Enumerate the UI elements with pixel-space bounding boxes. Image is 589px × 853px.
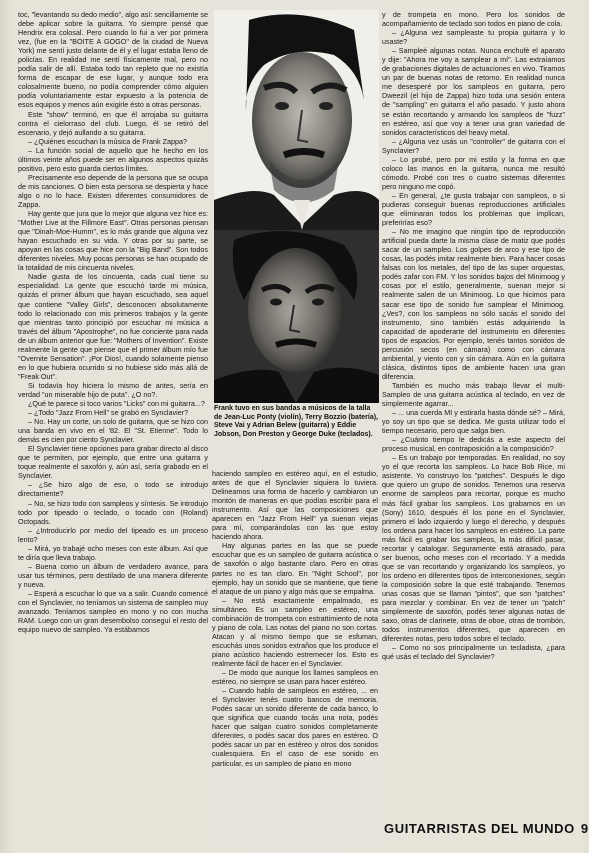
article-paragraph: – ¿Introducirlo por medio del tipeado es un proceso lento? (18, 525, 208, 544)
article-paragraph: – Buena como un álbum de verdadero avance, para usar tus términos, pero destilado de una manera diferente y nueva. (18, 561, 208, 589)
article-paragraph: El Synclavier tiene opciones para grabar directo al disco que te permiten, por ejemplo, que entre una guitarra y toque realmente el saxofón y, aún así, sería grabado en el Synclavier. (18, 444, 208, 481)
article-paragraph: También es mucho más trabajo llevar el multi-Sampleo de una guitarra acústica al teclado, en vez de simplemente agarrar... (382, 380, 565, 409)
article-paragraph: – No está exactamente empalmado, es simultáneo. Es un sampleo en estéreo, una combinación de trompeta con estrattimiento de nota y piano de cola. Las notas del piano no son cortas. Atacan y al mismo tiempo que se esfuman, escuchás unos sonidos extraños que los produce el piano acústico haciendo estremecer los. Esto es realmente fácil de hacer en el Synclavier. (212, 595, 378, 668)
article-paragraph: Este "show" terminó, en que él arrojaba su guitarra contra el cielorraso del club. Luego, él se retiró del escenario, y dejó aullando a su guitarra. (18, 109, 208, 137)
article-paragraph: Si todavía hoy hiciera lo mismo de antes, sería en verdad "un miserable hijo de puta". ¿O no?. (18, 380, 208, 399)
article-paragraph: – Es un trabajo por temporadas. En realidad, no soy yo el que recorta los sampleos. Lo hace Bob Rice, mi asistente. Yo construyo los "patches". Después le digo que quiero un grupo de sonidos. Tenemos una reserva enorme de sampleos para recortar, porque es mucho más fácil grabar los sampleos. Los grabamos en un (Sony) 1610, después él los pone en el Synclavier, primero el lado izquierdo y luego el derecho, y después los ordena para hacer los sampleos en estéreo. La parte más fácil es grabar los sampleos, la más difícil pasar, recortar y catalogar. Seguramente está atrasado, para ser buenos, ocho meses con el recortado. Y a medida que se van recortando y organizando los sampleos, yo los ordeno en diferentes tipos de interconexiones, según la composición sobre la que esté trabajando. Tenemos unas cosas que se llaman "pintos", que son "patches" para mezclar y combinar. En vez de tener un "patch" simplemente de saxofón, podés tener algunas notas de saxo, otras de clarinete, otras de oboe, otras de trombón, todos instrumentos diferentes, que aparecen en diferentes notas, pero todos sobre el teclado. (382, 453, 565, 644)
article-paragraph: – Mirá, yo trabajé ocho meses con este álbum. Así que te diría que lleva trabajo. (18, 543, 208, 562)
article-paragraph: Nadie gusta de los cincuenta, cada cual tiene su especialidad. La gente que escuchó tarde mi música, quizás el primer álbum que hayan escuchado, sea aquel que contiene "Valley Girls", desconocen absolutamente todo lo relacionado con mis primeros trabajos y la gente que mientras tanto principió por escuchar mi música a través del álbum "Apostrophe", no fue conciente para nada de un álbum anterior que fue: "Mothers of Invention". Existe realmente la gente que piense que el primer álbum mío fue "Overnite Sensation". ¡Por Dios!, cuando solamente pienso en lo que hubiera ocurrido si no hubiese sido más allá de "Freak Out". (18, 272, 208, 381)
article-paragraph: y de trompeta en mono. Pero los sonidos de acompañamiento de teclado son todos en piano de cola. (382, 10, 565, 29)
article-paragraph: – La función social de aquello que he hecho en los últimos veinte años puede ser en algunos aspectos quizás positivo, pero esto guarda ciertos límites. (18, 145, 208, 173)
article-column-middle (212, 469, 378, 818)
magazine-title: GUITARRISTAS DEL MUNDO (384, 821, 575, 836)
article-paragraph: – Esperá a escuchar lo que va a salir. Cuando comencé con el Synclavier, no teníamos un sistema de sampleo muy avanzado. Teníamos sampleo en mono y no con mucha RAM. Luego con un gran desembolso conseguí el resto del equipo nuevo de sampleo. Ya estábamos (18, 589, 208, 635)
article-paragraph: – ¿Alguna vez usás un "controller" de guitarra con el Synclavier? (382, 136, 565, 155)
page-footer (384, 821, 589, 839)
article-paragraph: toc, "levantando su dedo medio", algo así: sencillamente se debe aplicar sobre la guitarra. Yo siempre pensé que Hendrix era colosal. Pero cuando lo fui a ver por primera vez, (fue en la "BOITE A GOGO" de la ciudad de Nueva York) me sentí justo delante de él y el lugar estaba lleno de policías. En realidad me sentí físicamente mal, pero no podía salir de allí. Estaba todo tan repleto que no existía forma de escapar de ese lugar, y aunque todo era colosalmente bueno, no podía comprender cómo alguien podía voluntariamente estar expuesto a la potencia de esos equipos y menos aún exigirle ésto a otras personas. (18, 10, 208, 110)
article-paragraph: – ¿Se hizo algo de eso, o todo se introdujo directamente? (18, 480, 208, 499)
page-number: 9 (580, 821, 589, 836)
article-paragraph: – En general, ¿te gusta trabajar con sampleos, o si pudieras conseguir buenas reproducciones artificiales que eliminaran todos los problemas que implican, preferirías eso? (382, 190, 565, 228)
article-paragraph: – Lo probé, pero por mi estilo y la forma en que coloco las manos en la guitarra, nunca me resultó cómodo. Probé con tres o cuatro sistemas diferentes pero ninguno me copó. (382, 154, 565, 191)
article-paragraph: – ¿Todo "Jazz From Hell" se grabó en Synclavier? (28, 408, 189, 418)
article-paragraph: Hay algunas partes en las que se puede escuchar que es un sampleo de guitarra acústica o de saxofón o algo bastante claro. Pero en otras partes no es tan claro. En "Night School", por ejemplo, hay un sonido que se mantiene, que tiene el ataque de un piano y algo más que se empalma. (212, 541, 378, 596)
article-paragraph: haciendo sampleo en estéreo aquí, en el estudio, antes de que el Synclavier siquiera lo tuviera. Delineamos una forma de hacerlo y cambiaron un montón de maneras en que podías escribir para el instrumento. Así que las composiciones que aparecen en "Jazz From Hell" ya suenan viejas para mí, comparándolas con las que estoy haciendo ahora. (212, 469, 378, 542)
article-paragraph: Precisamente eso depende de la persona que se ocupa de mis canciones. O bien esta persona se despierta y hace algo o no lo hace. Existen diferentes consumidores de Zappa. (18, 172, 208, 209)
article-column-left (18, 10, 208, 818)
article-paragraph: – ... una cuerda MI y estirarla hasta dónde sé? – Mirá, yo soy un tipo que se dedica. Me gusta utilizar todo el tiempo necesario, pero que salga bien. (382, 408, 565, 436)
photo-caption: Frank tuvo en sus bandas a músicos de la talla de Jean-Luc Ponty (violín), Terry Bozzio (batería), Steve Vai y Adrian Belew (guitarra) y Eddie Jobson, Don Preston y George Duke (teclados). (214, 405, 379, 439)
article-paragraph: – No me imagino que ningún tipo de reproducción artificial pueda darte la misma clase de matiz que podés sacar de un sampleo. Los golpes de arco y ese tipo de cosas, las podés imitar realmente bien. Para hacer cosas falsas con los metales, del tipo de las super orquestas, podés zafar con FM. Y los sonidos bajos del Minimoog y cosas por el estilo, generalmente, suenan mejor si realmente salen de un Minimoog. Lo que hicimos para sacar ese tipo de sonido fue samplear el Minimoog. ¿Ves?, con los sampleos no sólo sacás el sonido del instrumento, sino también estás adquiriendo la capacidad de apoderarte del instrumento en diferentes tipos de espacios. Por ejemplo, tenés tantos sonidos de percusión secos (en cámara) como con cámara ambiental, y viento con y sin cámara. Aún en la guitarra clásica, distintos tipos de ambiente hacen una gran diferencia. (382, 227, 565, 381)
article-paragraph: – Sampleé algunas notas. Nunca enchufé el aparato y dije: "Ahora me voy a samplear a mí". Las extraíamos de grabaciones digitales de actuaciones en vivo. Tiramos un par de buenas notas de retorno. En realidad nunca me desesperé por los sampleos en guitarra, pero Dweezil (el hijo de Zappa) hizo toda una sesión entera de "sampling" en guitarra el año pasado. Y justo ahora se están recortando y armando los sampleos de "fuzz" en estéreo, así que voy a tener una gran variedad de sonidos característicos del heavy metal. (382, 46, 565, 137)
article-paragraph: ¿Qué te parece si toco varios "Licks" con mi guitarra...? (28, 399, 205, 409)
article-paragraph: – ¿Alguna vez sampleaste tu propia guitarra y lo usaste? (382, 28, 565, 47)
frank-zappa-photo (214, 10, 379, 403)
article-paragraph: – Como no sos principalmente un tecladista, ¿para qué usás el teclado del Synclavier? (382, 643, 565, 662)
article-paragraph: Hay gente que jura que lo mejor que alguna vez hice es: "Mother Live at the Fillmore East". Otras personas piensan que "Dinah-Moe-Humm", es lo más grande que alguna vez hayan escuchado en su vida. Y otras por su parte, se apoyan en las cosas que hice con la "Big Band". Son todos diferentes niveles. Muy pocas personas se han ocupado de la totalidad de mis cincuenta niveles. (18, 209, 208, 273)
article-paragraph: – No. Hay un corte, un solo de guitarra, que se hizo con una banda en vivo en el '82. El "St. Etienne". Todo lo demás es cien por ciento Synclavier. (18, 417, 208, 445)
article-column-right (382, 10, 565, 818)
article-paragraph: – No, se hizo todo con sampleos y síntesis. Se introdujo todo por tipeado o teclado, o tocado con (Roland) Octopads. (18, 498, 208, 526)
article-paragraph: – De modo que aunque los llames sampleos en estéreo, no siempre se usan para hacer estéreo. (212, 668, 378, 687)
article-paragraph: – ¿Quiénes escuchan la música de Frank Zappa? (28, 136, 188, 146)
article-paragraph: – Cuando hablo de sampleos en estéreo, ... en el Synclavier tenés cuatro bancos de memoria. Podés sacar un sonido diferente de cada banco, lo que significa que cuando tocás una nota, podés hacer que salgan cuatro sonidos completamente diferentes, o podés sacar dos pares en estéreo. O podés sacar un par en estéreo y otros dos sonidos cualesquiera. En el caso de ese sonido en particular, es un sampleo de piano en mono (212, 686, 378, 768)
article-paragraph: – ¿Cuánto tiempo le dedicás a este aspecto del proceso musical, en contraposición a la composición? (382, 435, 565, 454)
photo-illustration (214, 10, 379, 403)
